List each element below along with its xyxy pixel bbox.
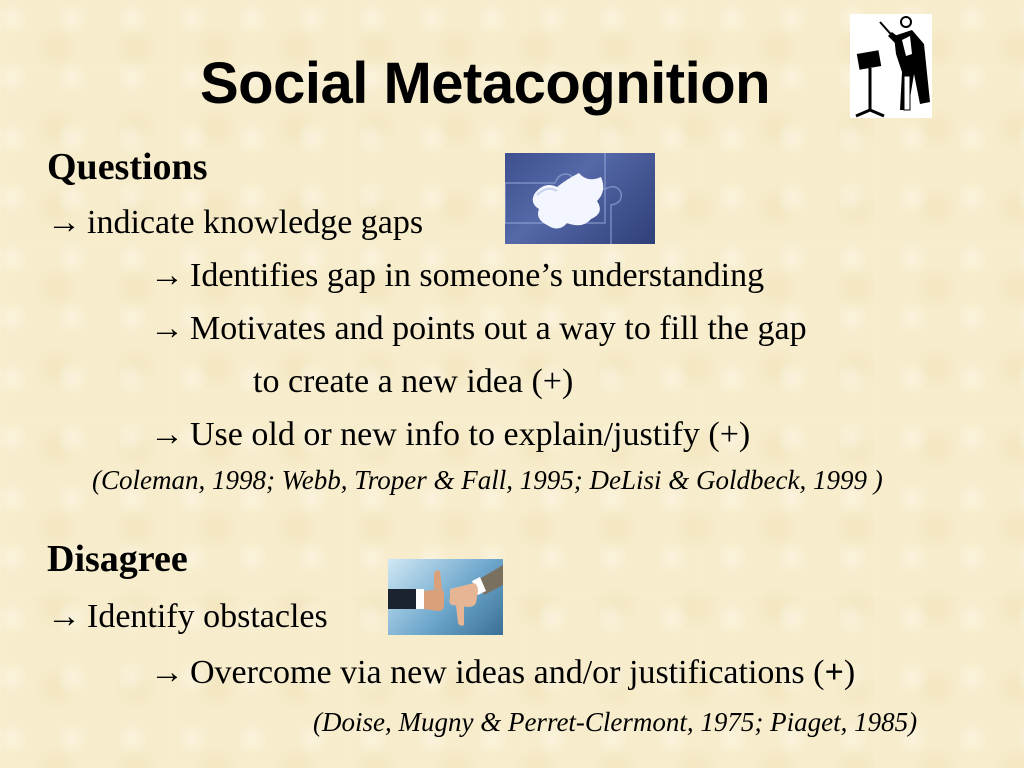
bullet-text: Use old or new info to explain/justify (+) <box>190 416 751 453</box>
arrow-icon: → <box>150 257 184 294</box>
bullet-text-end: ) <box>843 654 856 691</box>
arrow-icon: → <box>150 310 184 347</box>
sub-bullet-overcome <box>150 654 855 692</box>
page-title: Social Metacognition <box>200 51 771 116</box>
bullet-text: Identify obstacles <box>87 598 328 635</box>
arrow-icon: → <box>47 598 81 635</box>
bullet-text: indicate knowledge gaps <box>87 204 424 241</box>
puzzle-piece-icon <box>505 153 655 244</box>
disagree-citation: (Doise, Mugny & Perret-Clermont, 1975; Piaget, 1985) <box>313 707 918 737</box>
questions-heading: Questions <box>47 146 208 188</box>
sub-bullet-motivates-continued: to create a new idea (+) <box>253 363 574 400</box>
bullet-identify-obstacles <box>47 598 328 636</box>
thumbs-up-down-icon <box>388 559 503 635</box>
bullet-text: Overcome via new ideas and/or justifications ( <box>190 654 825 691</box>
sub-bullet-use-info <box>150 416 750 454</box>
bullet-text: Motivates and points out a way to fill the gap <box>190 310 807 347</box>
sub-bullet-motivates <box>150 310 807 348</box>
conductor-icon <box>850 14 932 118</box>
questions-citation: (Coleman, 1998; Webb, Troper & Fall, 1995; DeLisi & Goldbeck, 1999 ) <box>92 465 883 495</box>
plus-sign: + <box>824 654 844 691</box>
disagree-heading: Disagree <box>47 538 188 580</box>
sub-bullet-identifies-gap <box>150 257 764 295</box>
bullet-indicate-gaps <box>47 204 423 242</box>
arrow-icon: → <box>47 204 81 241</box>
bullet-text: Identifies gap in someone’s understanding <box>190 257 765 294</box>
arrow-icon: → <box>150 654 184 691</box>
arrow-icon: → <box>150 416 184 453</box>
